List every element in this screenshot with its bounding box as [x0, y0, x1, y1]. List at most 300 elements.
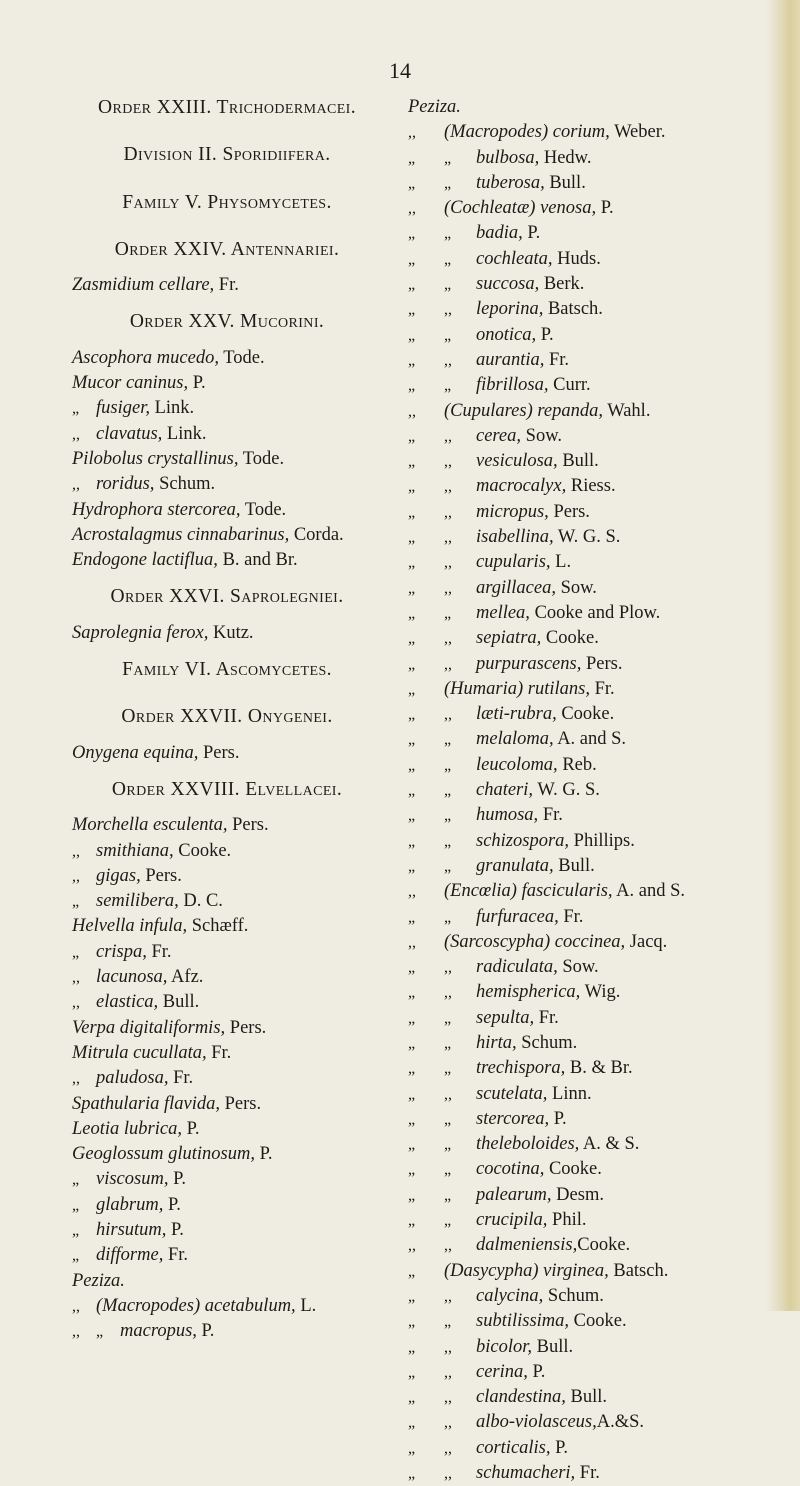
- species-entry: [408, 1183, 778, 1208]
- authority: Tode.: [218, 347, 265, 368]
- ditto-mark: ,,: [444, 351, 452, 369]
- authority: Cooke.: [541, 628, 599, 649]
- ditto-mark: „: [408, 1136, 416, 1154]
- authority: Fr.: [214, 275, 239, 296]
- ditto-mark: ,,: [444, 453, 452, 471]
- species-name: macropus,: [120, 1321, 197, 1342]
- ditto-mark: „: [408, 503, 416, 521]
- page-number: 14: [389, 58, 411, 83]
- authority: A.&S.: [596, 1412, 645, 1433]
- species-entry: [408, 879, 778, 904]
- species-entry: [72, 864, 382, 889]
- authority: Corda.: [289, 524, 344, 545]
- species-entry: [408, 474, 778, 499]
- species-name: paludosa,: [96, 1068, 169, 1089]
- species-name: (Macropodes) corium,: [444, 122, 610, 143]
- ditto-mark: „: [408, 1085, 416, 1103]
- species-name: sepulta,: [476, 1007, 535, 1028]
- species-name: succosa,: [476, 274, 540, 295]
- spacer: [72, 646, 382, 657]
- species-entry: [72, 1167, 382, 1192]
- ditto-mark: „: [444, 832, 452, 850]
- order-heading: Family V. Physomycetes.: [122, 191, 332, 213]
- species-entry: [72, 621, 382, 646]
- authority: Link.: [149, 398, 195, 419]
- species-entry: [408, 1082, 778, 1107]
- authority: Schum.: [516, 1032, 578, 1053]
- ditto-mark: ,,: [444, 579, 452, 597]
- ditto-mark: ,,: [444, 529, 452, 547]
- species-entry: [72, 1066, 382, 1091]
- authority: Pers.: [198, 742, 240, 763]
- ditto-mark: ,,: [408, 933, 416, 951]
- authority: Schum.: [543, 1285, 604, 1306]
- ditto-mark: „: [408, 301, 416, 319]
- ditto-mark: ,,: [408, 1237, 416, 1255]
- ditto-mark: „: [408, 1009, 416, 1027]
- authority: Phillips.: [569, 830, 635, 851]
- authority: B. & Br.: [565, 1058, 633, 1079]
- ditto-mark: ,,: [444, 1439, 452, 1457]
- ditto-mark: „: [408, 579, 416, 597]
- authority: Cooke.: [569, 1311, 627, 1332]
- ditto-mark: „: [408, 225, 416, 243]
- species-entry: [408, 905, 778, 930]
- ditto-mark: „: [408, 1186, 416, 1204]
- ditto-mark: „: [444, 276, 452, 294]
- authority: Pers.: [140, 865, 182, 886]
- authority: Schum.: [154, 474, 216, 495]
- species-name: argillacea,: [476, 577, 556, 598]
- species-name: macrocalyx,: [476, 476, 567, 497]
- authority: Bull.: [565, 1387, 608, 1408]
- authority: Huds.: [552, 248, 601, 269]
- authority: Pers.: [548, 501, 590, 522]
- ditto-mark: „: [408, 706, 416, 724]
- ditto-mark: „: [444, 807, 452, 825]
- ditto-mark: „: [444, 174, 452, 192]
- species-name: subtilissima,: [476, 1311, 570, 1332]
- ditto-mark: „: [408, 807, 416, 825]
- ditto-mark: „: [408, 630, 416, 648]
- species-entry: [72, 346, 382, 371]
- species-name: (Dasycypha) virginea,: [444, 1260, 609, 1281]
- species-name: Mitrula cucullata,: [72, 1042, 207, 1063]
- authority: Fr.: [538, 805, 563, 826]
- ditto-mark: ,,: [444, 427, 452, 445]
- species-name: semilibera,: [96, 891, 179, 912]
- species-name: lacunosa,: [96, 967, 168, 988]
- spacer: [72, 335, 382, 346]
- species-name: hirta,: [476, 1032, 517, 1053]
- ditto-mark: ,,: [444, 1085, 452, 1103]
- species-name: hirsutum,: [96, 1219, 167, 1240]
- ditto-mark: „: [444, 1060, 452, 1078]
- ditto-mark: ,,: [72, 1323, 80, 1341]
- authority: Afz.: [167, 967, 204, 988]
- authority: Fr.: [589, 678, 615, 699]
- species-entry: [408, 1335, 778, 1360]
- species-name: onotica,: [476, 324, 537, 345]
- species-name: bicolor,: [476, 1336, 533, 1357]
- species-entry: [72, 273, 382, 298]
- authority: L.: [295, 1295, 317, 1316]
- species-entry: [408, 323, 778, 348]
- species-entry: [408, 1436, 778, 1461]
- species-name: (Encœlia) fascicularis,: [444, 881, 613, 902]
- ditto-mark: „: [444, 857, 452, 875]
- ditto-mark: „: [72, 893, 80, 911]
- ditto-mark: „: [408, 174, 416, 192]
- species-entry: [72, 472, 382, 497]
- species-entry: [408, 1461, 778, 1486]
- ditto-mark: ,,: [72, 425, 80, 443]
- authority: A. and S.: [612, 881, 686, 902]
- spacer: [72, 168, 382, 179]
- order-heading: Division II. Sporidiifera.: [123, 144, 331, 166]
- ditto-mark: „: [408, 377, 416, 395]
- species-entry: [408, 171, 778, 196]
- species-name: crispa,: [96, 941, 147, 962]
- ditto-mark: „: [72, 400, 80, 418]
- ditto-mark: ,,: [444, 1414, 452, 1432]
- species-name: Mucor caninus,: [72, 373, 189, 394]
- species-entry: [408, 449, 778, 474]
- ditto-mark: „: [408, 326, 416, 344]
- species-entry: [72, 371, 382, 396]
- species-entry: [408, 980, 778, 1005]
- species-name: læti-rubra,: [476, 704, 557, 725]
- spacer: [72, 298, 382, 309]
- ditto-mark: ,,: [408, 124, 416, 142]
- ditto-mark: „: [444, 908, 452, 926]
- species-entry: [72, 1016, 382, 1041]
- left-column: [72, 95, 382, 1344]
- species-name: (Cochleatæ) venosa,: [444, 198, 597, 219]
- authority: W. G. S.: [553, 527, 621, 548]
- authority: D. C.: [178, 891, 223, 912]
- spacer: [72, 802, 382, 813]
- ditto-mark: „: [444, 756, 452, 774]
- ditto-mark: „: [408, 655, 416, 673]
- ditto-mark: „: [444, 225, 452, 243]
- spacer: [72, 262, 382, 273]
- species-entry: [408, 778, 778, 803]
- species-name: clandestina,: [476, 1387, 566, 1408]
- spacer: [72, 215, 382, 226]
- authority: P.: [550, 1437, 569, 1458]
- species-name: radiculata,: [476, 957, 558, 978]
- species-name: fibrillosa,: [476, 375, 549, 396]
- ditto-mark: „: [408, 782, 416, 800]
- ditto-mark: „: [408, 1110, 416, 1128]
- ditto-mark: „: [408, 1034, 416, 1052]
- ditto-mark: „: [408, 1161, 416, 1179]
- species-entry: [408, 1107, 778, 1132]
- species-name: palearum,: [476, 1184, 552, 1205]
- species-name: (Sarcoscypha) coccinea,: [444, 931, 626, 952]
- species-entry: [408, 550, 778, 575]
- species-entry: [72, 548, 382, 573]
- species-entry: [408, 146, 778, 171]
- ditto-mark: ,,: [444, 1237, 452, 1255]
- authority: Fr.: [146, 941, 172, 962]
- order-heading: Order XXVII. Onygenei.: [121, 706, 333, 728]
- ditto-mark: „: [72, 1196, 80, 1214]
- species-entry: [408, 677, 778, 702]
- species-name: sepiatra,: [476, 628, 542, 649]
- species-entry: [408, 1006, 778, 1031]
- species-name: bulbosa,: [476, 147, 540, 168]
- ditto-mark: „: [408, 427, 416, 445]
- ditto-mark: ,,: [72, 1070, 80, 1088]
- ditto-mark: „: [408, 680, 416, 698]
- spacer: [72, 179, 382, 190]
- authority: L.: [550, 552, 572, 573]
- authority: Cooke.: [544, 1159, 602, 1180]
- species-name: corticalis,: [476, 1437, 551, 1458]
- species-name: stercorea,: [476, 1108, 550, 1129]
- ditto-mark: „: [444, 250, 452, 268]
- authority: Bull.: [557, 451, 599, 472]
- species-entry: [408, 1360, 778, 1385]
- authority: Fr.: [558, 906, 584, 927]
- ditto-mark: „: [72, 1171, 80, 1189]
- ditto-mark: ,,: [444, 301, 452, 319]
- species-entry: [72, 1092, 382, 1117]
- species-name: scutelata,: [476, 1083, 548, 1104]
- ditto-mark: „: [444, 1161, 452, 1179]
- authority: P.: [188, 373, 206, 394]
- ditto-mark: „: [408, 1439, 416, 1457]
- ditto-mark: ,,: [72, 842, 80, 860]
- species-entry: [72, 990, 382, 1015]
- ditto-mark: ,,: [444, 984, 452, 1002]
- ditto-mark: ,,: [72, 994, 80, 1012]
- ditto-mark: „: [444, 1009, 452, 1027]
- ditto-mark: „: [408, 604, 416, 622]
- authority: A. and S.: [553, 729, 627, 750]
- ditto-mark: ,,: [444, 1338, 452, 1356]
- ditto-mark: „: [408, 478, 416, 496]
- authority: Bull.: [553, 855, 595, 876]
- species-entry: [72, 422, 382, 447]
- authority: Bull.: [158, 992, 200, 1013]
- species-name: smithiana,: [96, 840, 174, 861]
- spacer: [72, 120, 382, 131]
- species-name: schumacheri,: [476, 1463, 576, 1484]
- ditto-mark: ,,: [444, 1287, 452, 1305]
- species-name: (Cupulares) repanda,: [444, 400, 603, 421]
- ditto-mark: „: [444, 604, 452, 622]
- species-name: furfuracea,: [476, 906, 559, 927]
- spacer: [72, 766, 382, 777]
- ditto-mark: ,,: [72, 1297, 80, 1315]
- authority: Fr.: [206, 1042, 232, 1063]
- species-entry: [72, 498, 382, 523]
- authority: P.: [254, 1144, 273, 1165]
- ditto-mark: ,,: [72, 867, 80, 885]
- authority: P.: [196, 1321, 215, 1342]
- species-name: isabellina,: [476, 527, 554, 548]
- authority: Linn.: [547, 1083, 592, 1104]
- species-entry: [72, 1319, 382, 1344]
- authority: A. & S.: [579, 1134, 640, 1155]
- spacer: [72, 131, 382, 142]
- species-entry: [408, 1385, 778, 1410]
- ditto-mark: „: [408, 1262, 416, 1280]
- authority: Sow.: [557, 957, 599, 978]
- authority: P.: [596, 198, 614, 219]
- authority: Batsch.: [543, 299, 603, 320]
- order-heading: Order XXV. Mucorini.: [129, 311, 325, 333]
- species-entry: [72, 914, 382, 939]
- species-entry: [72, 523, 382, 548]
- ditto-mark: „: [72, 1221, 80, 1239]
- species-name: badia,: [476, 223, 523, 244]
- species-name: cocotina,: [476, 1159, 545, 1180]
- authority: Link.: [162, 423, 207, 444]
- species-entry: [72, 1142, 382, 1167]
- species-entry: [408, 652, 778, 677]
- authority: Wig.: [580, 982, 621, 1003]
- ditto-mark: „: [408, 756, 416, 774]
- authority: P.: [163, 1194, 181, 1215]
- species-name: Saprolegnia ferox,: [72, 622, 209, 643]
- authority: Hedw.: [539, 147, 592, 168]
- species-name: (Humaria) rutilans,: [444, 678, 590, 699]
- ditto-mark: „: [444, 1212, 452, 1230]
- species-entry: [408, 1233, 778, 1258]
- species-name: cupularis,: [476, 552, 551, 573]
- authority: Fr.: [168, 1068, 194, 1089]
- authority: Fr.: [544, 349, 570, 370]
- ditto-mark: „: [408, 959, 416, 977]
- ditto-mark: „: [408, 1363, 416, 1381]
- species-entry: [408, 930, 778, 955]
- species-entry: [408, 829, 778, 854]
- ditto-mark: „: [408, 832, 416, 850]
- ditto-mark: „: [444, 1110, 452, 1128]
- ditto-mark: „: [444, 326, 452, 344]
- ditto-mark: ,,: [444, 1389, 452, 1407]
- ditto-mark: „: [408, 908, 416, 926]
- species-entry: [408, 348, 778, 373]
- species-name: tuberosa,: [476, 172, 545, 193]
- ditto-mark: „: [408, 1287, 416, 1305]
- ditto-mark: ,,: [444, 554, 452, 572]
- species-entry: [408, 120, 778, 145]
- ditto-mark: „: [444, 377, 452, 395]
- authority: Cooke.: [556, 704, 615, 725]
- species-entry: [408, 297, 778, 322]
- order-heading: Order XXIII. Trichodermacei.: [98, 97, 356, 118]
- species-entry: [72, 813, 382, 838]
- species-name: Morchella esculenta,: [72, 815, 228, 836]
- species-name: dalmeniensis,: [476, 1235, 578, 1256]
- species-entry: [408, 1031, 778, 1056]
- species-name: glabrum,: [96, 1194, 164, 1215]
- ditto-mark: ,,: [444, 959, 452, 977]
- species-name: Peziza.: [408, 97, 461, 117]
- authority: P.: [522, 223, 541, 244]
- ditto-mark: ,,: [72, 476, 80, 494]
- authority: Fr.: [534, 1007, 559, 1028]
- species-name: cerea,: [476, 425, 522, 446]
- authority: Jacq.: [625, 931, 668, 952]
- species-entry: [72, 965, 382, 990]
- species-entry: [408, 196, 778, 221]
- authority: Riess.: [566, 476, 616, 497]
- order-heading: Order XXVIII. Elvellacei.: [111, 778, 343, 800]
- species-entry: [408, 576, 778, 601]
- ditto-mark: „: [444, 731, 452, 749]
- species-entry: [408, 500, 778, 525]
- species-name: leporina,: [476, 299, 544, 320]
- ditto-mark: „: [444, 149, 452, 167]
- ditto-mark: „: [408, 1465, 416, 1483]
- authority: Fr.: [163, 1245, 189, 1266]
- ditto-mark: „: [408, 1060, 416, 1078]
- species-name: gigas,: [96, 865, 141, 886]
- authority: Berk.: [539, 274, 585, 295]
- species-entry: [72, 447, 382, 472]
- authority: Wahl.: [602, 400, 651, 421]
- species-entry: [72, 1269, 382, 1294]
- species-name: Verpa digitaliformis,: [72, 1017, 226, 1038]
- species-entry: [408, 247, 778, 272]
- species-name: Ascophora mucedo,: [72, 347, 219, 368]
- ditto-mark: ,,: [72, 969, 80, 987]
- authority: Tode.: [240, 499, 287, 520]
- species-entry: [408, 1309, 778, 1334]
- authority: P.: [181, 1118, 200, 1139]
- species-entry: [408, 1157, 778, 1182]
- species-entry: [408, 955, 778, 980]
- ditto-mark: ,,: [408, 883, 416, 901]
- species-name: Spathularia flavida,: [72, 1093, 220, 1114]
- ditto-mark: „: [72, 943, 80, 961]
- ditto-mark: „: [408, 1389, 416, 1407]
- ditto-mark: ,,: [444, 706, 452, 724]
- ditto-mark: „: [408, 453, 416, 471]
- ditto-mark: „: [444, 1136, 452, 1154]
- species-entry: [408, 95, 778, 120]
- authority: Batsch.: [608, 1260, 669, 1281]
- authority: Cooke.: [173, 840, 232, 861]
- species-name: Helvella infula,: [72, 916, 188, 937]
- species-entry: [72, 940, 382, 965]
- authority: Bull.: [544, 172, 586, 193]
- ditto-mark: ,,: [444, 503, 452, 521]
- ditto-mark: „: [408, 351, 416, 369]
- species-name: Pilobolus crystallinus,: [72, 448, 239, 469]
- authority: Tode.: [238, 448, 285, 469]
- species-entry: [408, 525, 778, 550]
- species-name: humosa,: [476, 805, 539, 826]
- ditto-mark: „: [408, 554, 416, 572]
- ditto-mark: „: [96, 1323, 104, 1341]
- spacer: [72, 573, 382, 584]
- order-heading: Order XXIV. Antennariei.: [114, 238, 340, 260]
- species-entry: [72, 839, 382, 864]
- authority: Weber.: [609, 122, 666, 143]
- species-entry: [408, 727, 778, 752]
- species-name: melaloma,: [476, 729, 554, 750]
- species-entry: [408, 1410, 778, 1435]
- species-entry: [72, 1243, 382, 1268]
- species-name: leucoloma,: [476, 754, 558, 775]
